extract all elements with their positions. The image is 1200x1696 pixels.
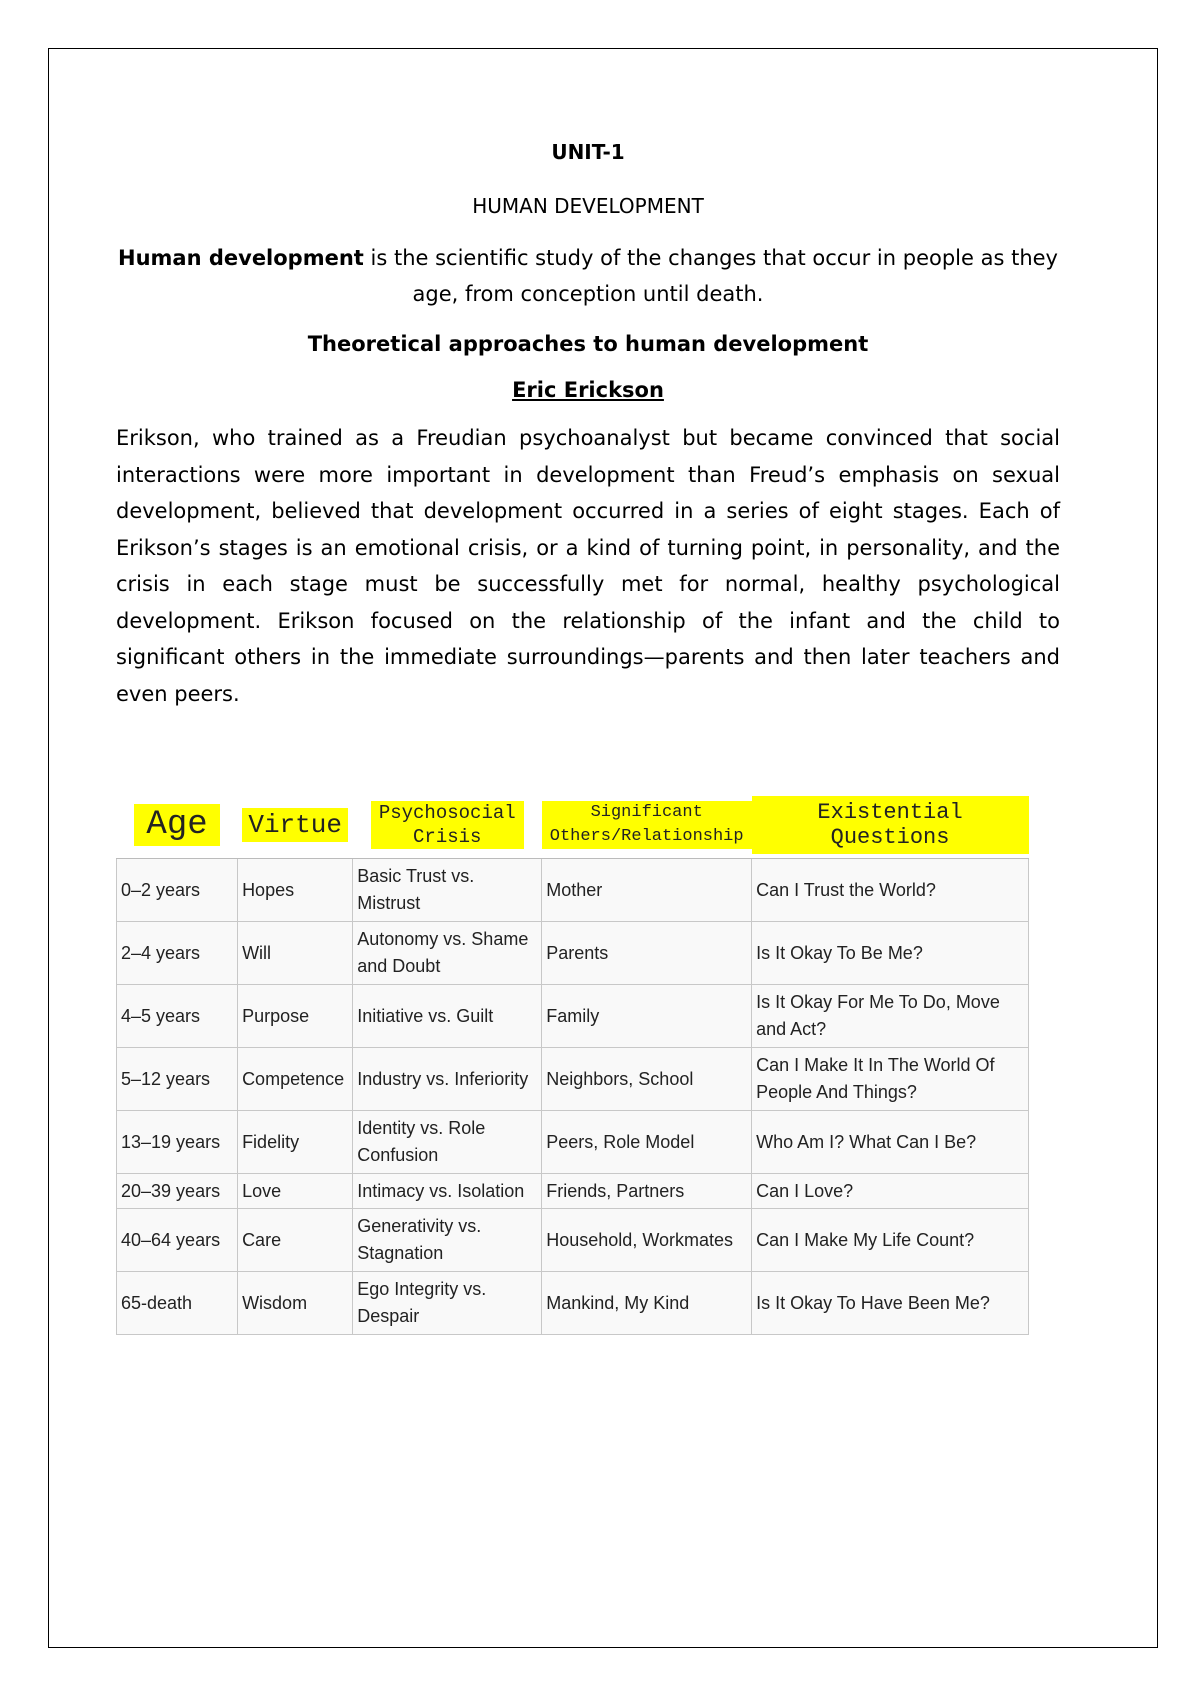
header-others-line1: Significant [590, 803, 703, 822]
erikson-stages-table [116, 796, 1029, 1335]
cell-crisis: Basic Trust vs. Mistrust [353, 859, 542, 922]
erikson-stages-table-wrap [116, 796, 1029, 1335]
cell-age: 2–4 years [117, 922, 238, 985]
cell-virtue: Wisdom [238, 1272, 353, 1335]
table-row [117, 1174, 1029, 1209]
cell-crisis: Generativity vs. Stagnation [353, 1209, 542, 1272]
header-virtue: Virtue [238, 796, 353, 859]
table-row [117, 1111, 1029, 1174]
definition-text: is the scientific study of the changes that occur in people as they age, from conception until death. [363, 246, 1058, 306]
cell-question: Who Am I? What Can I Be? [752, 1111, 1029, 1174]
cell-question: Can I Make My Life Count? [752, 1209, 1029, 1272]
cell-crisis: Industry vs. Inferiority [353, 1048, 542, 1111]
table-row [117, 922, 1029, 985]
document-body [116, 140, 1060, 712]
cell-age: 20–39 years [117, 1174, 238, 1209]
body-paragraph: Erikson, who trained as a Freudian psychoanalyst but became convinced that social interactions were more important in development than Freud’s emphasis on sexual development, believed that development occurred in a series of eight stages. Each of Erikson’s stages is an emotional crisis, or a kind of turning point, in personality, and the crisis in each stage must be successfully met for normal, healthy psychological development. Erikson focused on the relationship of the infant and the child to significant others in the immediate surroundings—parents and then later teachers and even peers. [116, 426, 1060, 706]
cell-others: Parents [542, 922, 752, 985]
cell-crisis: Initiative vs. Guilt [353, 985, 542, 1048]
page-title: HUMAN DEVELOPMENT [472, 194, 704, 218]
unit-heading: UNIT-1 [551, 140, 625, 164]
table-row [117, 1272, 1029, 1335]
table-row [117, 859, 1029, 922]
table-row [117, 985, 1029, 1048]
header-questions: Existential Questions [752, 796, 1029, 859]
cell-crisis: Identity vs. Role Confusion [353, 1111, 542, 1174]
cell-virtue: Fidelity [238, 1111, 353, 1174]
header-others-line2: Others/Relationship [549, 827, 744, 846]
cell-others: Household, Workmates [542, 1209, 752, 1272]
cell-others: Family [542, 985, 752, 1048]
cell-age: 40–64 years [117, 1209, 238, 1272]
cell-virtue: Competence [238, 1048, 353, 1111]
header-age: Age [117, 796, 238, 859]
cell-age: 5–12 years [117, 1048, 238, 1111]
definition-term: Human development [118, 246, 364, 270]
cell-others: Friends, Partners [542, 1174, 752, 1209]
cell-virtue: Hopes [238, 859, 353, 922]
header-crisis-line2: Crisis [413, 826, 482, 848]
table-row [117, 1048, 1029, 1111]
cell-age: 0–2 years [117, 859, 238, 922]
cell-others: Mother [542, 859, 752, 922]
cell-question: Is It Okay For Me To Do, Move and Act? [752, 985, 1029, 1048]
cell-virtue: Care [238, 1209, 353, 1272]
theorist-heading: Eric Erickson [512, 378, 664, 402]
table-row [117, 1209, 1029, 1272]
cell-others: Mankind, My Kind [542, 1272, 752, 1335]
cell-crisis: Ego Integrity vs. Despair [353, 1272, 542, 1335]
section-heading: Theoretical approaches to human development [307, 332, 869, 356]
header-others [542, 796, 752, 859]
header-crisis [353, 796, 542, 859]
cell-question: Can I Trust the World? [752, 859, 1029, 922]
header-crisis-line1: Psychosocial [378, 802, 516, 824]
cell-question: Is It Okay To Have Been Me? [752, 1272, 1029, 1335]
cell-virtue: Will [238, 922, 353, 985]
cell-virtue: Love [238, 1174, 353, 1209]
cell-others: Neighbors, School [542, 1048, 752, 1111]
definition [116, 240, 1060, 312]
cell-question: Can I Love? [752, 1174, 1029, 1209]
cell-crisis: Intimacy vs. Isolation [353, 1174, 542, 1209]
cell-age: 13–19 years [117, 1111, 238, 1174]
cell-others: Peers, Role Model [542, 1111, 752, 1174]
cell-age: 65-death [117, 1272, 238, 1335]
cell-question: Is It Okay To Be Me? [752, 922, 1029, 985]
cell-question: Can I Make It In The World Of People And Things? [752, 1048, 1029, 1111]
cell-age: 4–5 years [117, 985, 238, 1048]
table-header-row [117, 796, 1029, 859]
cell-crisis: Autonomy vs. Shame and Doubt [353, 922, 542, 985]
cell-virtue: Purpose [238, 985, 353, 1048]
